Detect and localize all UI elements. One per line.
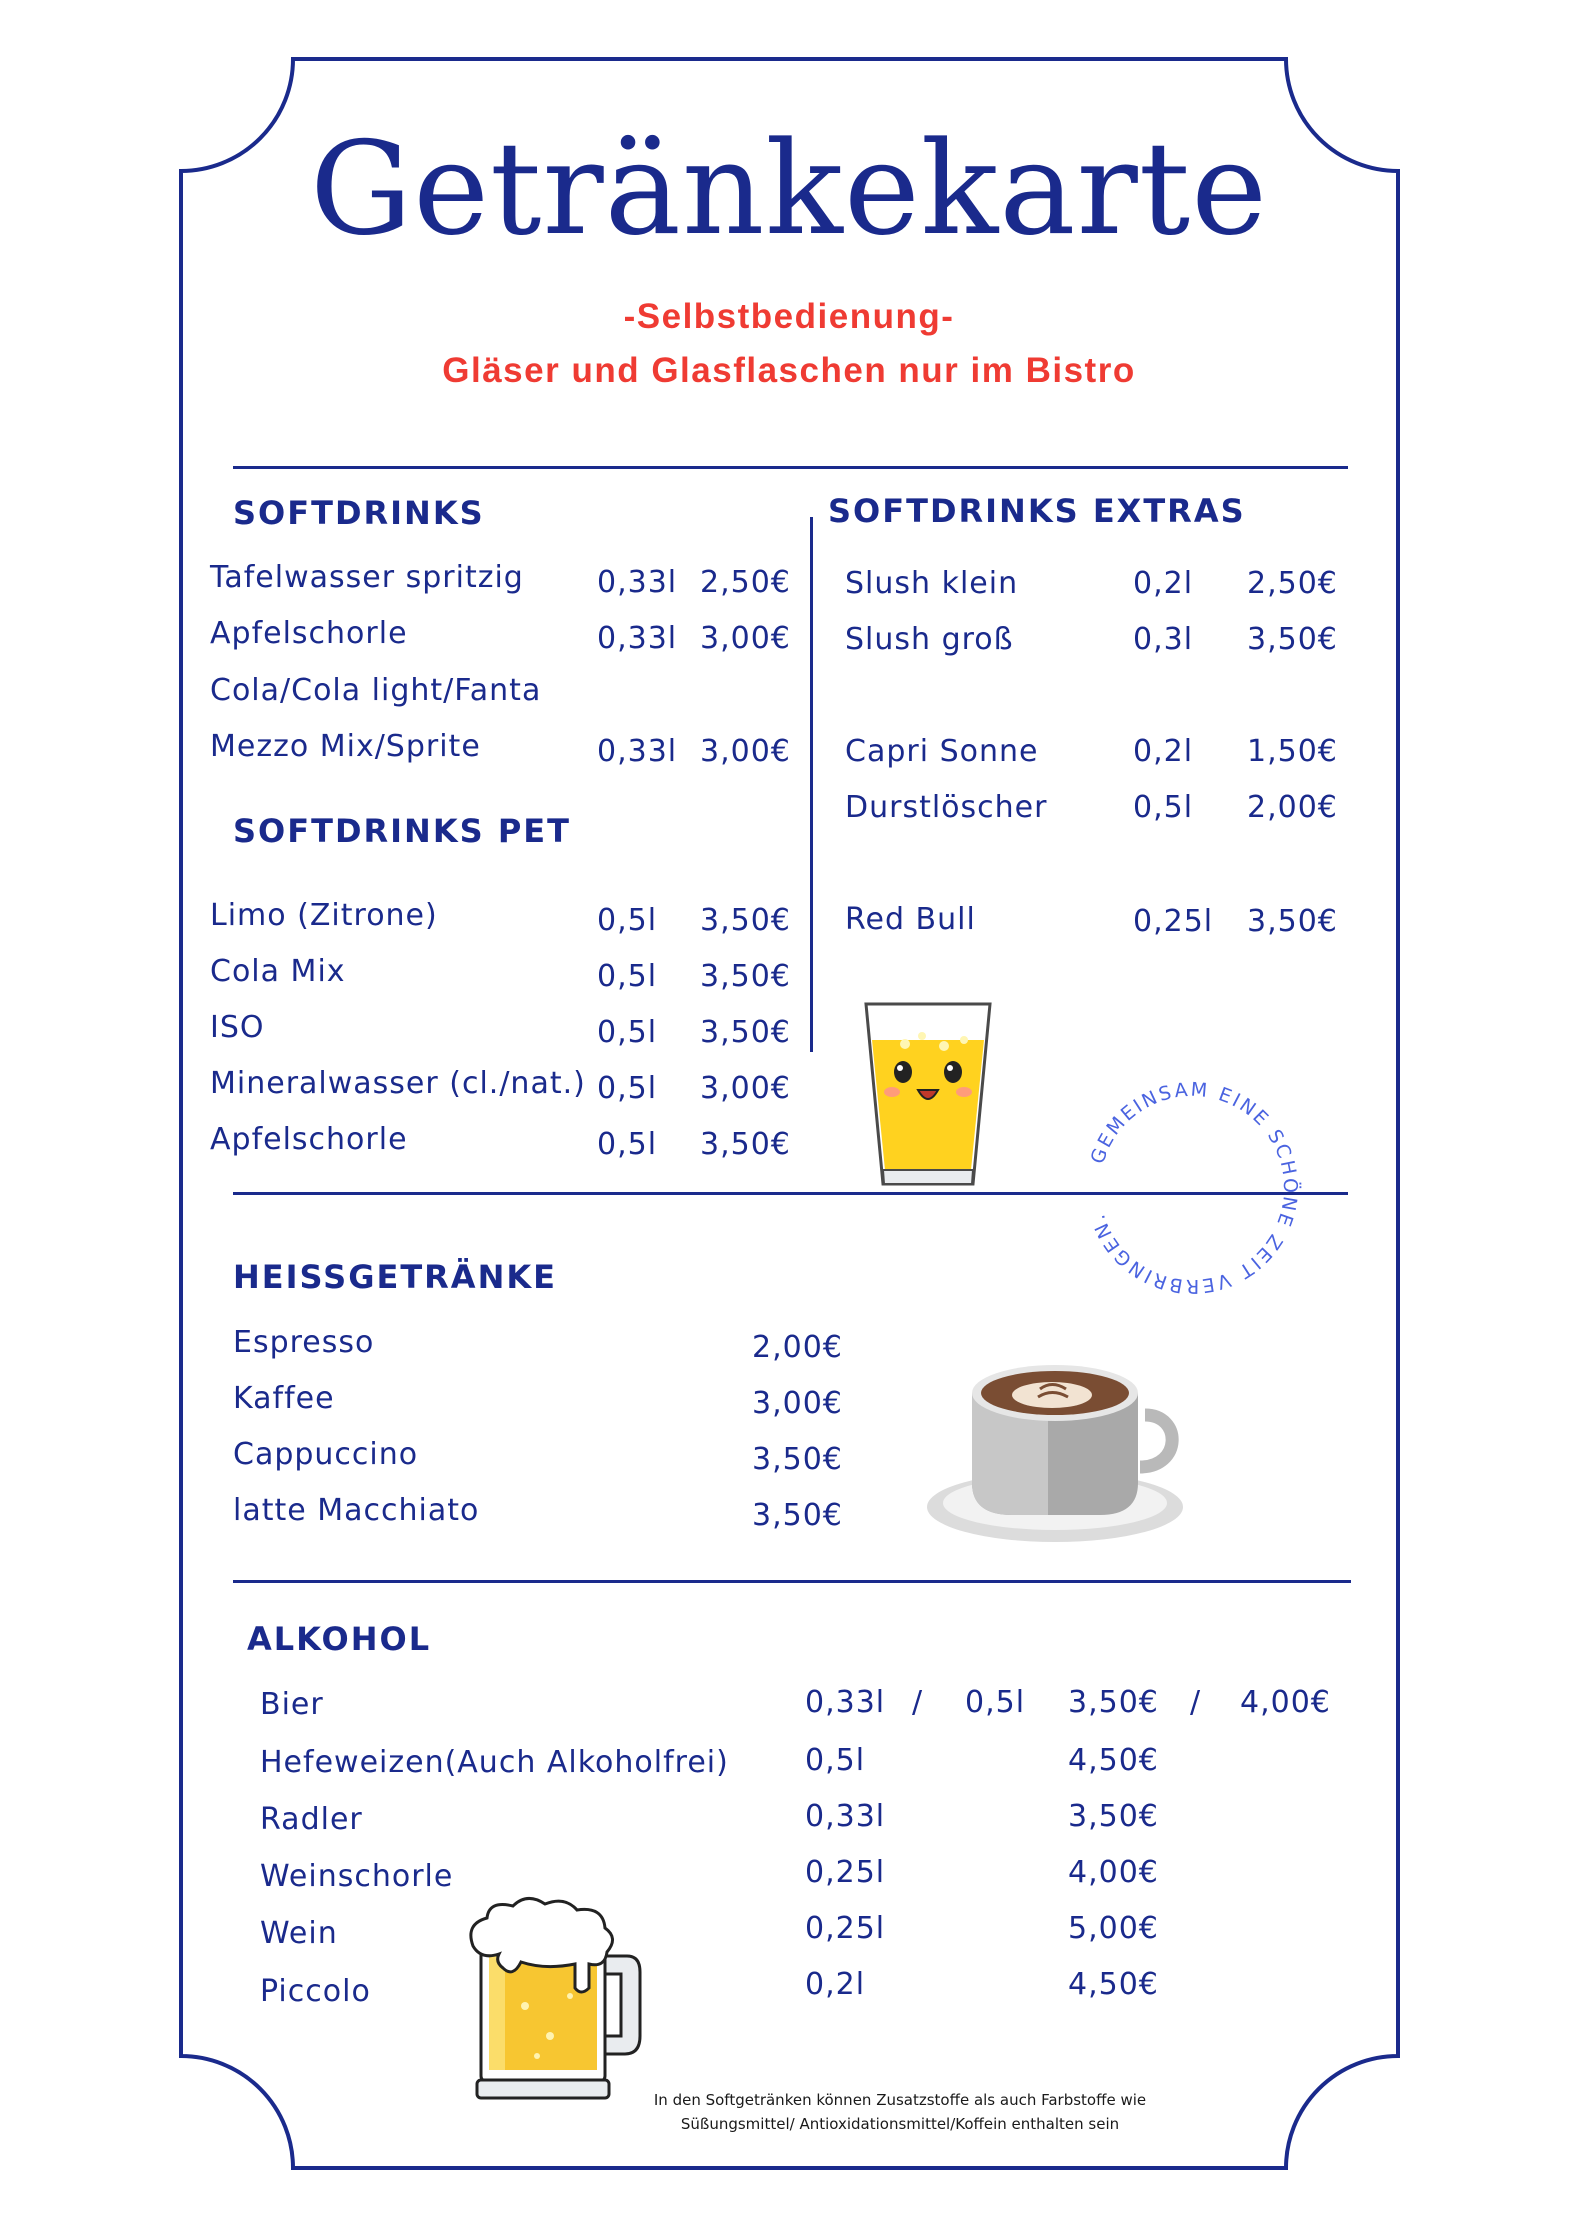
section-heading-softdrinks-pet: SOFTDRINKS PET [233,812,571,850]
coffee-cup-icon [920,1355,1195,1555]
juice-glass-icon [860,1000,996,1195]
item-price: 5,00€ [1068,1911,1159,1946]
item-size: 0,25l [805,1855,886,1890]
item-price: 3,50€ [700,1015,791,1050]
item-name: Cola/Cola light/Fanta [210,673,542,708]
item-name: Cola Mix [210,954,346,989]
item-size: 0,33l [597,565,678,600]
item-name: Weinschorle [260,1859,454,1894]
item-price: 3,00€ [700,1071,791,1106]
item-name: Cappuccino [233,1437,419,1472]
item-name: Mezzo Mix/Sprite [210,729,481,764]
item-price: 3,50€ [700,903,791,938]
item-size: 0,25l [1133,904,1214,939]
item-name: Espresso [233,1325,375,1360]
item-name: Red Bull [845,902,976,937]
item-name: Durstlöscher [845,790,1048,825]
item-price: 3,00€ [700,734,791,769]
item-size-separator: / [912,1685,924,1720]
divider-bottom [233,1580,1351,1583]
item-name: ISO [210,1010,265,1045]
item-price: 2,50€ [700,565,791,600]
item-name: Piccolo [260,1974,371,2009]
item-size: 0,5l [597,903,658,938]
stamp-text: GEMEINSAM EINE SCHÖNE ZEIT VERBRINGEN. [1086,1078,1302,1298]
item-price: 2,00€ [752,1330,843,1365]
item-size: 0,2l [1133,734,1194,769]
item-price: 3,50€ [1068,1799,1159,1834]
item-size: 0,3l [1133,622,1194,657]
item-price: 3,50€ [752,1498,843,1533]
item-name: Mineralwasser (cl./nat.) [210,1066,586,1101]
item-price: 3,50€ [700,959,791,994]
section-heading-softdrinks: SOFTDRINKS [233,494,485,532]
item-price: 1,50€ [1247,734,1338,769]
item-size: 0,33l [805,1799,886,1834]
item-name: Kaffee [233,1381,335,1416]
section-heading-alcohol: ALKOHOL [247,1620,432,1658]
item-price: 3,50€ [1247,904,1338,939]
item-price: 4,50€ [1068,1743,1159,1778]
item-name: Limo (Zitrone) [210,898,438,933]
beer-mug-icon [465,1896,645,2106]
item-size: 0,5l [597,1127,658,1162]
page-title: Getränkekarte [310,115,1268,264]
item-price-2: 4,00€ [1240,1685,1331,1720]
subtitle-glass-note: Gläser und Glasflaschen nur im Bistro [442,351,1136,390]
section-heading-hot-drinks: HEISSGETRÄNKE [233,1258,557,1296]
subtitle-self-service: -Selbstbedienung- [623,297,955,336]
item-name: Slush klein [845,566,1019,601]
footnote-line-1: In den Softgetränken können Zusatzstoffe als auch Farbstoffe wie [653,2091,1147,2109]
item-size: 0,33l [597,734,678,769]
item-size-2: 0,5l [965,1685,1026,1720]
item-size: 0,5l [597,959,658,994]
item-size: 0,33l [597,621,678,656]
item-price-separator: / [1190,1685,1202,1720]
item-price: 2,00€ [1247,790,1338,825]
item-price: 3,50€ [752,1442,843,1477]
item-price: 3,50€ [700,1127,791,1162]
item-name: Capri Sonne [845,734,1039,769]
item-price: 3,00€ [700,621,791,656]
item-name: latte Macchiato [233,1493,480,1528]
section-heading-softdrinks-extras: SOFTDRINKS EXTRAS [828,492,1246,530]
item-size: 0,2l [1133,566,1194,601]
item-size: 0,33l [805,1685,886,1720]
item-name: Wein [260,1916,338,1951]
item-name: Bier [260,1687,324,1722]
item-size: 0,25l [805,1911,886,1946]
column-divider [810,517,813,1052]
item-name: Hefeweizen(Auch Alkoholfrei) [260,1745,729,1780]
item-size: 0,5l [597,1071,658,1106]
item-price: 2,50€ [1247,566,1338,601]
item-name: Apfelschorle [210,1122,408,1157]
svg-text:GEMEINSAM EINE SCHÖNE ZEIT VER [1086,1079,1302,1297]
stamp-circle-text [1062,1058,1322,1318]
item-name: Radler [260,1802,363,1837]
item-size: 0,5l [1133,790,1194,825]
item-name: Apfelschorle [210,616,408,651]
divider-top [233,466,1348,469]
item-size: 0,5l [597,1015,658,1050]
footnote-line-2: Süßungsmittel/ Antioxidationsmittel/Koffein enthalten sein [680,2115,1120,2133]
item-price: 3,50€ [1068,1685,1159,1720]
item-name: Slush groß [845,622,1014,657]
item-price: 4,50€ [1068,1967,1159,2002]
item-price: 4,00€ [1068,1855,1159,1890]
item-price: 3,00€ [752,1386,843,1421]
item-size: 0,5l [805,1743,866,1778]
item-size: 0,2l [805,1967,866,2002]
item-price: 3,50€ [1247,622,1338,657]
item-name: Tafelwasser spritzig [210,560,524,595]
